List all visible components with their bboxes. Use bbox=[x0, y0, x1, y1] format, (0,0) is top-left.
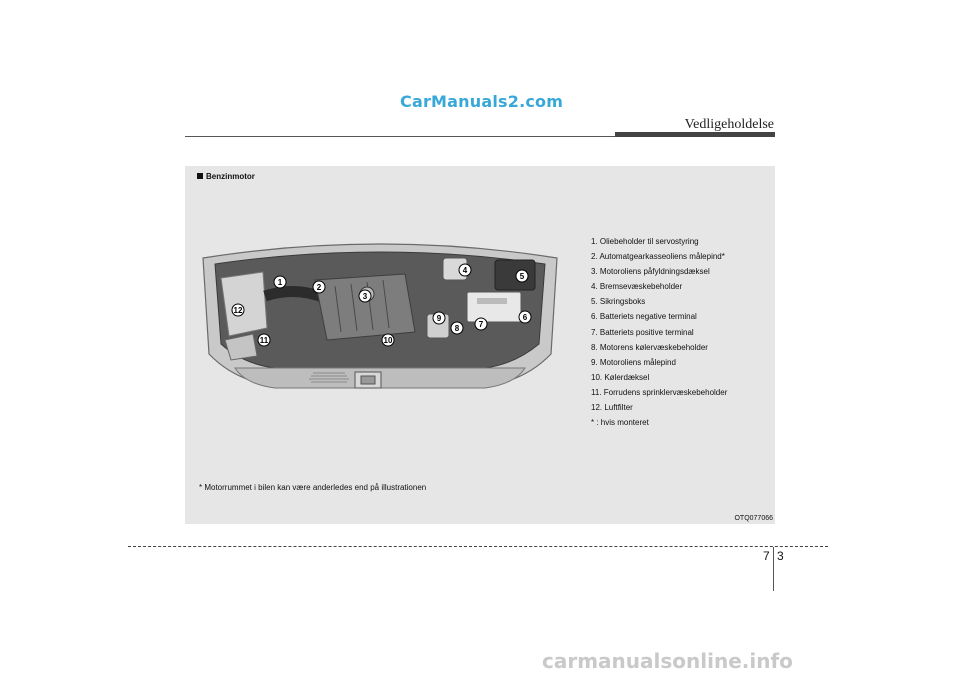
battery-label bbox=[477, 298, 507, 304]
svg-text:11: 11 bbox=[259, 336, 269, 345]
section-title: Vedligeholdelse bbox=[684, 117, 774, 132]
legend-item: 12. Luftfilter bbox=[591, 403, 633, 413]
svg-text:1: 1 bbox=[277, 278, 283, 287]
battery bbox=[467, 292, 521, 322]
legend-item: 4. Bremsevæskebeholder bbox=[591, 282, 683, 292]
engine-block bbox=[315, 274, 415, 340]
legend-item: 7. Batteriets positive terminal bbox=[591, 327, 694, 337]
callout-8 bbox=[451, 322, 463, 334]
legend-item: 5. Sikringsboks bbox=[591, 297, 646, 307]
legend-item: 11. Forrudens sprinklervæskebeholder bbox=[591, 387, 728, 397]
legend-item: 3. Motoroliens påfyldningsdæksel bbox=[591, 267, 710, 277]
header-rule-accent bbox=[615, 132, 775, 137]
callout-7 bbox=[475, 318, 487, 330]
callout-2 bbox=[313, 281, 325, 293]
engine-bay-illustration bbox=[195, 236, 565, 406]
callout-4 bbox=[459, 264, 471, 276]
svg-text:6: 6 bbox=[522, 313, 528, 322]
svg-text:3: 3 bbox=[362, 292, 368, 301]
svg-text:9: 9 bbox=[436, 314, 442, 323]
legend-item: 1. Oliebeholder til servostyring bbox=[591, 237, 699, 246]
callout-11 bbox=[258, 334, 270, 346]
callout-1 bbox=[274, 276, 286, 288]
chapter-number: 7 bbox=[763, 549, 770, 563]
figure-panel bbox=[185, 166, 775, 524]
figure-heading bbox=[197, 172, 255, 181]
callout-10 bbox=[382, 334, 394, 346]
fuse-box bbox=[495, 260, 535, 290]
legend-item: 2. Automatgearkasseoliens målepind* bbox=[591, 252, 725, 262]
svg-text:8: 8 bbox=[454, 324, 460, 333]
component-legend bbox=[591, 234, 727, 430]
square-bullet-icon bbox=[197, 173, 203, 179]
page-number: 3 bbox=[777, 549, 784, 563]
callout-6 bbox=[519, 311, 531, 323]
page-number-divider bbox=[773, 547, 774, 591]
legend-item: 6. Batteriets negative terminal bbox=[591, 312, 697, 322]
callout-5 bbox=[516, 270, 528, 282]
watermark-carmanuals2: CarManuals2.com bbox=[400, 92, 564, 111]
watermark-carmanualsonline: carmanualsonline.info bbox=[542, 649, 793, 673]
svg-text:5: 5 bbox=[519, 272, 525, 281]
svg-text:7: 7 bbox=[478, 320, 484, 329]
callout-9 bbox=[433, 312, 445, 324]
air-filter-box bbox=[221, 272, 267, 336]
footer-dashed-rule bbox=[128, 546, 828, 547]
svg-text:10: 10 bbox=[383, 336, 393, 345]
figure-heading-text: Benzinmotor bbox=[206, 172, 255, 181]
figure-code: OTQ077066 bbox=[734, 515, 773, 522]
svg-text:4: 4 bbox=[462, 266, 468, 275]
figure-note: * Motorrummet i bilen kan være anderledes end på illustrationen bbox=[199, 483, 427, 492]
legend-item: 9. Motoroliens målepind bbox=[591, 357, 676, 367]
legend-item: 10. Kølerdæksel bbox=[591, 372, 650, 382]
legend-footnote: * : hvis monteret bbox=[591, 418, 649, 428]
svg-text:12: 12 bbox=[233, 306, 243, 315]
callout-3 bbox=[359, 290, 371, 302]
legend-item: 8. Motorens kølervæskebeholder bbox=[591, 342, 708, 352]
hood-latch-inner bbox=[361, 376, 375, 384]
callout-12 bbox=[232, 304, 244, 316]
svg-text:2: 2 bbox=[316, 283, 322, 292]
